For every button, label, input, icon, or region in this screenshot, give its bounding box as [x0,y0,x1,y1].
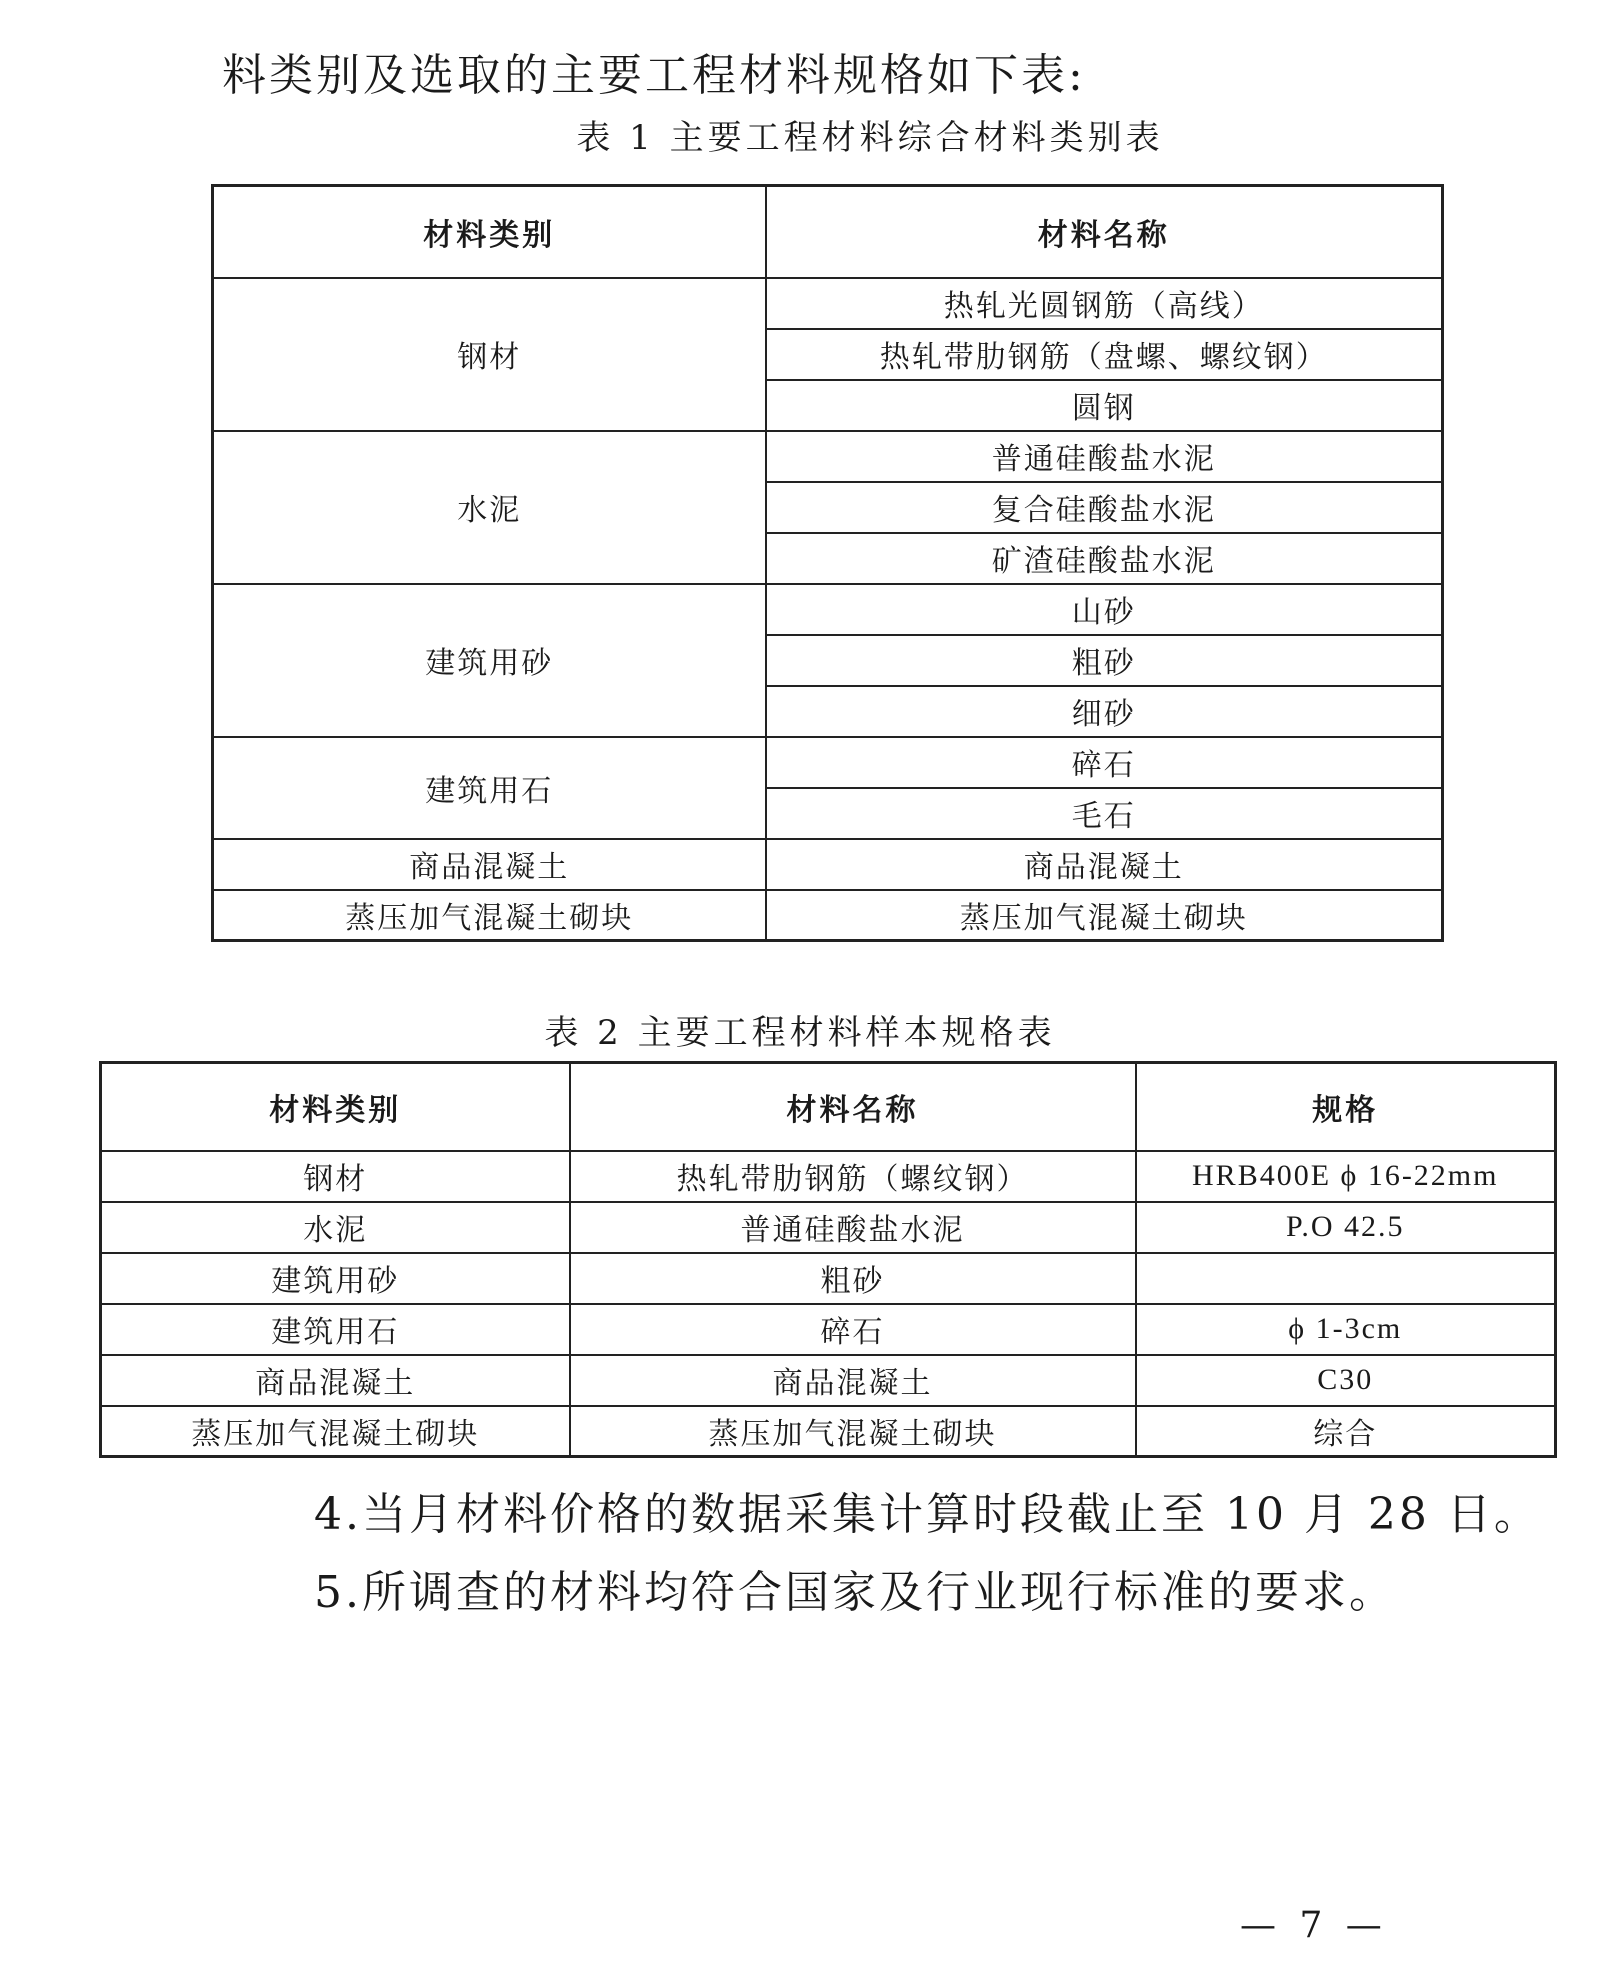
table1-category-cell: 蒸压加气混凝土砌块 [213,890,766,941]
table2-name-cell: 粗砂 [570,1253,1136,1304]
table2-category-cell: 商品混凝土 [101,1355,570,1406]
table1-category-cell: 建筑用砂 [213,584,766,737]
table1-name-cell: 圆钢 [766,380,1443,431]
table2-spec-cell [1136,1253,1556,1304]
table1 [211,184,1444,942]
table1-category-cell: 建筑用石 [213,737,766,839]
table1-name-cell: 细砂 [766,686,1443,737]
table1-header-name: 材料名称 [766,186,1443,278]
table2-name-cell: 普通硅酸盐水泥 [570,1202,1136,1253]
table1-caption: 表 1 主要工程材料综合材料类别表 [576,118,1164,158]
table2-header-spec: 规格 [1136,1063,1556,1151]
table2-name-cell: 热轧带肋钢筋（螺纹钢） [570,1151,1136,1202]
table1-name-cell: 热轧带肋钢筋（盘螺、螺纹钢） [766,329,1443,380]
table2-caption: 表 2 主要工程材料样本规格表 [544,1013,1056,1053]
table1-name-cell: 碎石 [766,737,1443,788]
table2-header-name: 材料名称 [570,1063,1136,1151]
table1-name-cell: 复合硅酸盐水泥 [766,482,1443,533]
table2-spec-cell: P.O 42.5 [1136,1202,1556,1253]
table1-name-cell: 毛石 [766,788,1443,839]
note-4: 4.当月材料价格的数据采集计算时段截止至 10 月 28 日。 [314,1489,1541,1540]
table2-spec-cell: ϕ 1-3cm [1136,1304,1556,1355]
table2-name-cell: 碎石 [570,1304,1136,1355]
note-5: 5.所调查的材料均符合国家及行业现行标准的要求。 [314,1567,1396,1618]
table1-name-cell: 普通硅酸盐水泥 [766,431,1443,482]
table2-category-cell: 建筑用石 [101,1304,570,1355]
table2-name-cell: 蒸压加气混凝土砌块 [570,1406,1136,1457]
table1-name-cell: 矿渣硅酸盐水泥 [766,533,1443,584]
table1-name-cell: 热轧光圆钢筋（高线） [766,278,1443,329]
table2-spec-cell: C30 [1136,1355,1556,1406]
table2-name-cell: 商品混凝土 [570,1355,1136,1406]
table2-spec-cell: 综合 [1136,1406,1556,1457]
table1-name-cell: 粗砂 [766,635,1443,686]
table2-spec-cell: HRB400E ϕ 16-22mm [1136,1151,1556,1202]
table1-category-cell: 钢材 [213,278,766,431]
table1-category-cell: 商品混凝土 [213,839,766,890]
table2 [99,1061,1557,1458]
page-number: — 7 — [1240,1905,1388,1946]
table2-category-cell: 钢材 [101,1151,570,1202]
table1-name-cell: 商品混凝土 [766,839,1443,890]
table1-header-category: 材料类别 [213,186,766,278]
table2-header-category: 材料类别 [101,1063,570,1151]
table1-name-cell: 蒸压加气混凝土砌块 [766,890,1443,941]
table1-category-cell: 水泥 [213,431,766,584]
table2-category-cell: 蒸压加气混凝土砌块 [101,1406,570,1457]
table2-category-cell: 水泥 [101,1202,570,1253]
intro-paragraph: 料类别及选取的主要工程材料规格如下表: [222,50,1086,101]
table1-name-cell: 山砂 [766,584,1443,635]
table2-category-cell: 建筑用砂 [101,1253,570,1304]
